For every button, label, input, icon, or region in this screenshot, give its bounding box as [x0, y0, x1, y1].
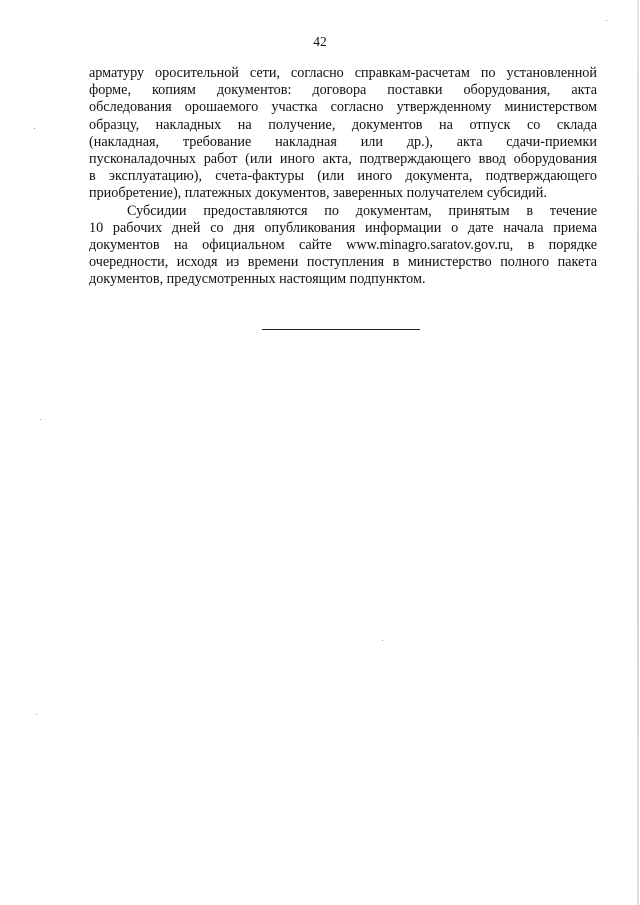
text-line: документов на официальном сайте www.minagro.saratov.gov.ru, в порядке	[89, 237, 597, 254]
end-of-text-rule	[262, 329, 420, 330]
document-body	[89, 65, 597, 289]
text-line: форме, копиям документов: договора поставки оборудования, акта	[89, 82, 597, 99]
text-line: образцу, накладных на получение, документов на отпуск со склада	[89, 116, 597, 133]
scan-speck	[36, 714, 37, 715]
text-line: Субсидии предоставляются по документам, принятым в течение	[127, 202, 597, 219]
text-line: в эксплуатацию), счета-фактуры (или иного документа, подтверждающего	[89, 168, 597, 185]
text-line: (накладная, требование накладная или др.), акта сдачи-приемки	[89, 133, 597, 150]
scan-speck	[606, 20, 607, 21]
paragraph-1	[89, 65, 597, 203]
paragraph-2	[89, 203, 597, 289]
text-line: очередности, исходя из времени поступления в министерство полного пакета	[89, 254, 597, 271]
text-line: обследования орошаемого участка согласно утвержденному министерством	[89, 99, 597, 116]
text-line: приобретение), платежных документов, заверенных получателем субсидий.	[89, 185, 547, 202]
scan-speck	[34, 128, 35, 129]
scan-speck	[382, 640, 383, 641]
text-line: арматуру оросительной сети, согласно справкам-расчетам по установленной	[89, 65, 597, 81]
text-line: документов, предусмотренных настоящим подпунктом.	[89, 271, 426, 288]
scan-speck	[40, 419, 41, 420]
page-number: 42	[313, 34, 327, 49]
text-line: 10 рабочих дней со дня опубликования информации о дате начала приема	[89, 219, 597, 236]
text-line: пусконаладочных работ (или иного акта, подтверждающего ввод оборудования	[89, 151, 597, 168]
scan-edge-shadow	[637, 0, 639, 905]
